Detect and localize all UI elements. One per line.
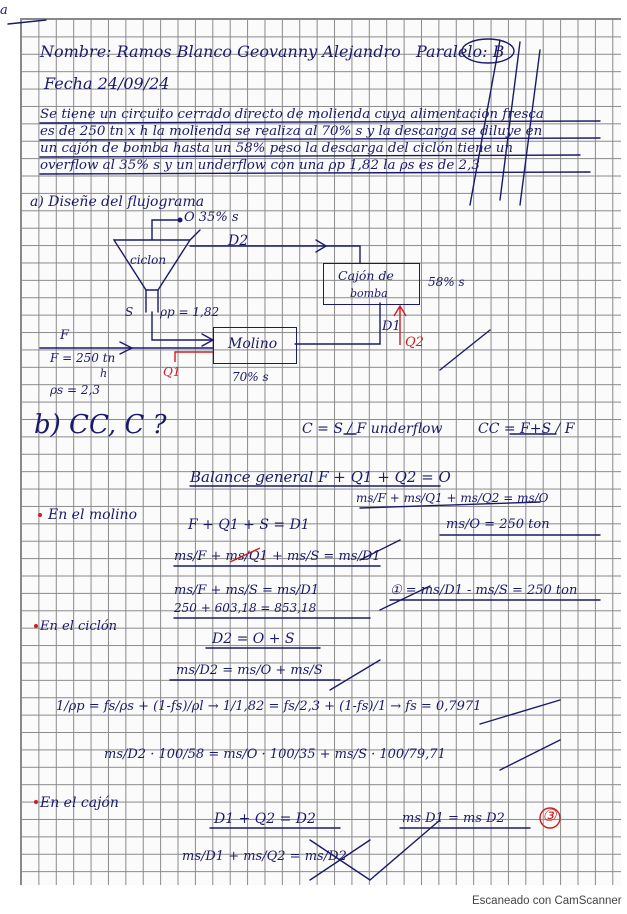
problem-line-4: overflow al 35% s y un underflow con una ρp 1,82 la ρs es de 2,3: [40, 158, 480, 173]
pp-label: ρp = 1,82: [160, 305, 220, 319]
ciclon-eq-2: ms/D2 = ms/O + ms/S: [176, 663, 323, 678]
bomba-label: bomba: [350, 287, 388, 300]
problem-line-2: es de 250 tn x h la molienda se realiza al 70% s y la descarga se diluye en: [40, 124, 543, 139]
balance-eq: ms/F + ms/Q1 + ms/Q2 = ms/O: [356, 491, 549, 505]
cajon-mark: ③: [542, 806, 557, 825]
molino-label: Molino: [228, 336, 278, 352]
molino-eq-2: ms/F + ms/Q1 + ms/S = ms/D1: [174, 549, 381, 564]
molino-eq-5: ① = ms/D1 - ms/S = 250 ton: [390, 583, 578, 598]
cajon-label: Cajón de: [338, 268, 394, 283]
formula-c: C = S / F underflow: [302, 421, 443, 437]
molino-pct: 70% s: [232, 370, 269, 384]
cajon-eq-1-right: ms D1 = ms D2: [402, 811, 505, 826]
ciclon-title: En el ciclón: [40, 619, 118, 634]
fecha: Fecha 24/09/24: [44, 74, 170, 93]
problem-line-1: Se tiene un circuito cerrado directo de molienda cuya alimentación fresca: [40, 107, 544, 122]
d1-label: D1: [382, 319, 401, 334]
scanner-footer: Escaneado con CamScanner: [472, 895, 622, 907]
formula-cc: CC = F+S / F: [478, 421, 575, 437]
overflow-label: O 35% s: [184, 210, 239, 225]
corner-mark: a: [0, 3, 8, 18]
paralelo: Paralelo: B: [416, 42, 505, 61]
molino-title: En el molino: [48, 507, 138, 523]
f-value: F = 250 tn: [50, 351, 116, 365]
problem-line-3: un cajón de bomba hasta un 58% peso la descarga del ciclón tiene un: [40, 141, 514, 156]
ciclon-label: ciclon: [130, 253, 167, 267]
cajon-title: En el cajón: [40, 795, 119, 811]
q2-label: Q2: [405, 335, 424, 350]
molino-eq-4: 250 + 603,18 = 853,18: [174, 601, 317, 615]
ciclon-eq-1: D2 = O + S: [212, 631, 295, 647]
ciclon-eq-4: ms/D2 · 100/58 = ms/O · 100/35 + ms/S · 100/79,71: [104, 747, 446, 762]
cajon-eq-1: D1 + Q2 = D2: [214, 811, 316, 827]
part-a-title: a) Diseñe del flujograma: [30, 194, 205, 210]
balance-title: Balance general F + Q1 + Q2 = O: [190, 468, 451, 486]
ps-label: ρs = 2,3: [50, 383, 100, 397]
molino-eq-3: ms/F + ms/S = ms/D1: [174, 583, 320, 598]
molino-eq-1-right: ms/O = 250 ton: [446, 517, 550, 532]
q1-label: Q1: [163, 365, 181, 379]
part-b-title: b) CC, C ?: [34, 410, 167, 440]
molino-eq-1: F + Q1 + S = D1: [188, 517, 310, 533]
f-unit: h: [100, 367, 108, 380]
s-label: S: [125, 305, 134, 319]
cajon-eq-2: ms/D1 + ms/Q2 = ms/D2: [182, 849, 347, 864]
d2-label: D2: [228, 233, 249, 249]
name-line: Nombre: Ramos Blanco Geovanny Alejandro: [40, 42, 401, 61]
ciclon-eq-3: 1/ρp = fs/ρs + (1-fs)/ρl → 1/1,82 = fs/2,3 + (1-fs)/1 → fs = 0,7971: [56, 699, 482, 714]
cajon-pct: 58% s: [428, 275, 465, 289]
f-label: F: [60, 328, 70, 343]
